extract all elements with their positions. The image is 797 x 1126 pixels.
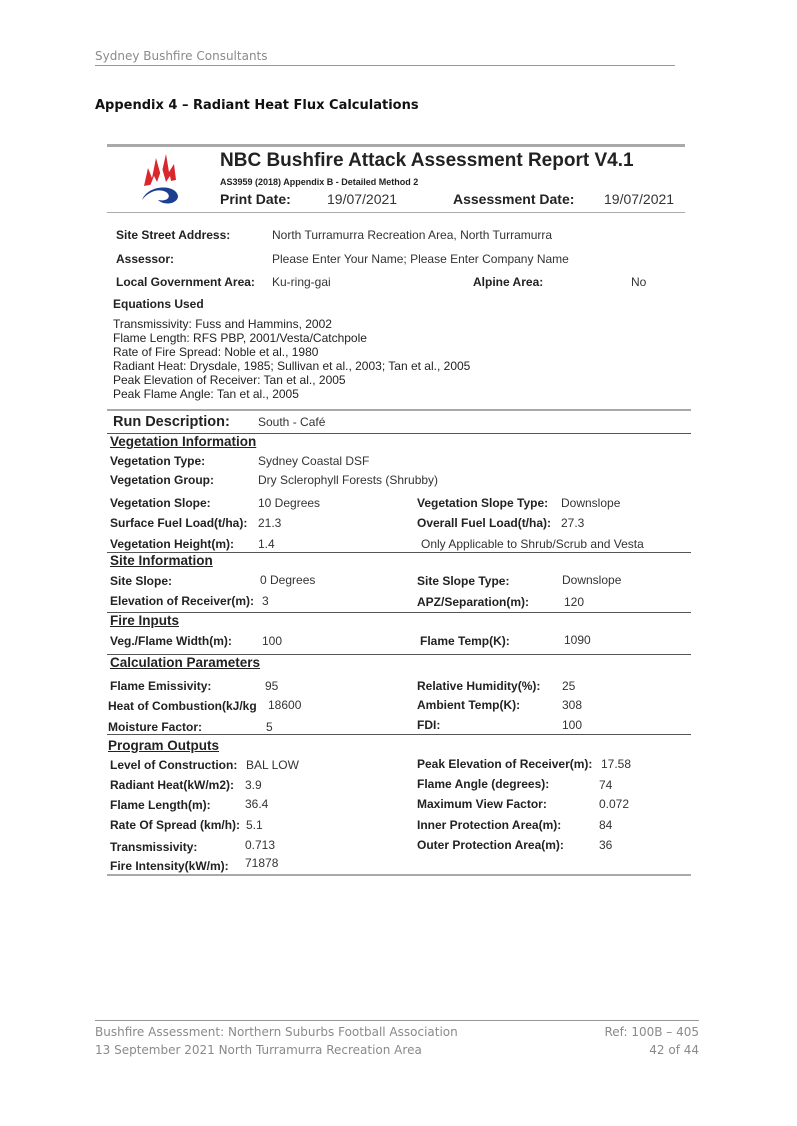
rate-of-spread-label: Rate Of Spread (km/h): [110, 818, 241, 832]
equation-line: Peak Elevation of Receiver: Tan et al., 2005 [113, 373, 346, 387]
equation-line: Flame Length: RFS PBP, 2001/Vesta/Catchpole [113, 331, 367, 345]
print-date-label: Print Date: [220, 191, 291, 207]
run-description-label: Run Description: [113, 414, 230, 430]
humidity-value: 25 [562, 679, 576, 693]
vegetation-type-label: Vegetation Type: [110, 454, 206, 468]
construction-label: Level of Construction: [110, 758, 238, 772]
flame-width-label: Veg./Flame Width(m): [110, 634, 232, 648]
outputs-bottom-rule [107, 874, 691, 876]
equation-line: Rate of Fire Spread: Noble et al., 1980 [113, 345, 319, 359]
flame-temp-label: Flame Temp(K): [420, 634, 510, 648]
calc-bottom-rule [107, 734, 691, 735]
print-date-value: 19/07/2021 [327, 191, 398, 207]
flame-length-value: 36.4 [245, 797, 269, 811]
site-info-heading: Site Information [110, 553, 213, 568]
transmissivity-value: 0.713 [245, 838, 276, 852]
flame-temp-value: 1090 [564, 633, 591, 647]
flame-logo-icon [138, 150, 186, 208]
combustion-label: Heat of Combustion(kJ/kg [108, 699, 257, 713]
elevation-value: 3 [262, 594, 269, 608]
fire-intensity-value: 71878 [245, 856, 279, 870]
surface-fuel-label: Surface Fuel Load(t/ha): [110, 516, 248, 530]
footer-rule [95, 1020, 699, 1021]
apz-value: 120 [564, 595, 585, 609]
vegetation-type-value: Sydney Coastal DSF [258, 454, 370, 468]
elevation-label: Elevation of Receiver(m): [110, 594, 255, 608]
header-rule [95, 65, 675, 66]
site-slope-value: 0 Degrees [260, 573, 316, 587]
equation-line: Peak Flame Angle: Tan et al., 2005 [113, 387, 299, 401]
alpine-label: Alpine Area: [473, 275, 544, 289]
apz-label: APZ/Separation(m): [417, 595, 530, 609]
assessment-date-label: Assessment Date: [453, 191, 575, 207]
footer-assessment: Bushfire Assessment: Northern Suburbs Football Association [95, 1025, 458, 1039]
site-slope-label: Site Slope: [110, 574, 173, 588]
view-factor-label: Maximum View Factor: [417, 797, 547, 811]
flame-length-label: Flame Length(m): [110, 798, 211, 812]
rate-of-spread-value: 5.1 [246, 818, 263, 832]
flame-angle-value: 74 [599, 778, 613, 792]
emissivity-value: 95 [265, 679, 279, 693]
footer-date-location: 13 September 2021 North Turramurra Recreation Area [95, 1043, 422, 1057]
report-title: NBC Bushfire Attack Assessment Report V4.1 [220, 150, 634, 171]
vegetation-slope-type-value: Downslope [561, 496, 621, 510]
equations-heading: Equations Used [113, 297, 204, 311]
assessment-date-value: 19/07/2021 [604, 191, 675, 207]
outputs-heading: Program Outputs [108, 738, 220, 753]
report-top-rule [107, 144, 685, 147]
peak-elevation-label: Peak Elevation of Receiver(m): [417, 757, 593, 771]
transmissivity-label: Transmissivity: [110, 840, 198, 854]
surface-fuel-value: 21.3 [258, 516, 282, 530]
vegetation-slope-value: 10 Degrees [258, 496, 321, 510]
vegetation-group-value: Dry Sclerophyll Forests (Shrubby) [258, 473, 439, 487]
appendix-title: Appendix 4 – Radiant Heat Flux Calculations [95, 98, 419, 113]
alpine-value: No [631, 275, 647, 289]
inner-protection-value: 84 [599, 818, 613, 832]
peak-elevation-value: 17.58 [601, 757, 632, 771]
flame-angle-label: Flame Angle (degrees): [417, 777, 550, 791]
ambient-label: Ambient Temp(K): [417, 698, 521, 712]
footer-page-number: 42 of 44 [649, 1043, 699, 1057]
assessor-value: Please Enter Your Name; Please Enter Company Name [272, 252, 569, 266]
construction-value: BAL LOW [246, 758, 299, 772]
lga-value: Ku-ring-gai [272, 275, 331, 289]
outer-protection-label: Outer Protection Area(m): [417, 838, 564, 852]
vegetation-height-value: 1.4 [258, 537, 275, 551]
equation-line: Radiant Heat: Drysdale, 1985; Sullivan et al., 2003; Tan et al., 2005 [113, 359, 471, 373]
outer-protection-value: 36 [599, 838, 613, 852]
title-rule [107, 212, 685, 213]
vegetation-height-label: Vegetation Height(m): [110, 537, 235, 551]
vegetation-height-note: Only Applicable to Shrub/Scrub and Vesta [421, 537, 644, 551]
vegetation-slope-type-label: Vegetation Slope Type: [417, 496, 549, 510]
overall-fuel-label: Overall Fuel Load(t/ha): [417, 516, 552, 530]
radiant-heat-value: 3.9 [245, 778, 262, 792]
fire-intensity-label: Fire Intensity(kW/m): [110, 859, 229, 873]
fdi-label: FDI: [417, 718, 441, 732]
run-rule [107, 409, 691, 411]
street-label: Site Street Address: [116, 228, 231, 242]
assessor-label: Assessor: [116, 252, 175, 266]
radiant-heat-label: Radiant Heat(kW/m2): [110, 778, 235, 792]
fire-inputs-heading: Fire Inputs [110, 613, 180, 628]
moisture-value: 5 [266, 720, 273, 734]
vegetation-group-label: Vegetation Group: [110, 473, 215, 487]
emissivity-label: Flame Emissivity: [110, 679, 212, 693]
fdi-value: 100 [562, 718, 583, 732]
combustion-value: 18600 [268, 698, 302, 712]
calc-heading: Calculation Parameters [110, 655, 261, 670]
inner-protection-label: Inner Protection Area(m): [417, 818, 562, 832]
moisture-label: Moisture Factor: [108, 720, 203, 734]
view-factor-value: 0.072 [599, 797, 630, 811]
company-header: Sydney Bushfire Consultants [95, 49, 268, 63]
site-slope-type-label: Site Slope Type: [417, 574, 510, 588]
run-description-value: South - Café [258, 415, 326, 429]
site-bottom-rule [107, 612, 691, 613]
lga-label: Local Government Area: [116, 275, 255, 289]
vegetation-heading: Vegetation Information [110, 434, 257, 449]
flame-width-value: 100 [262, 634, 283, 648]
equation-line: Transmissivity: Fuss and Hammins, 2002 [113, 317, 332, 331]
vegetation-slope-label: Vegetation Slope: [110, 496, 211, 510]
site-slope-type-value: Downslope [562, 573, 622, 587]
ambient-value: 308 [562, 698, 583, 712]
humidity-label: Relative Humidity(%): [417, 679, 541, 693]
footer-ref: Ref: 100B – 405 [604, 1025, 699, 1039]
report-subtitle: AS3959 (2018) Appendix B - Detailed Method 2 [220, 177, 419, 187]
street-value: North Turramurra Recreation Area, North Turramurra [272, 228, 553, 242]
overall-fuel-value: 27.3 [561, 516, 585, 530]
